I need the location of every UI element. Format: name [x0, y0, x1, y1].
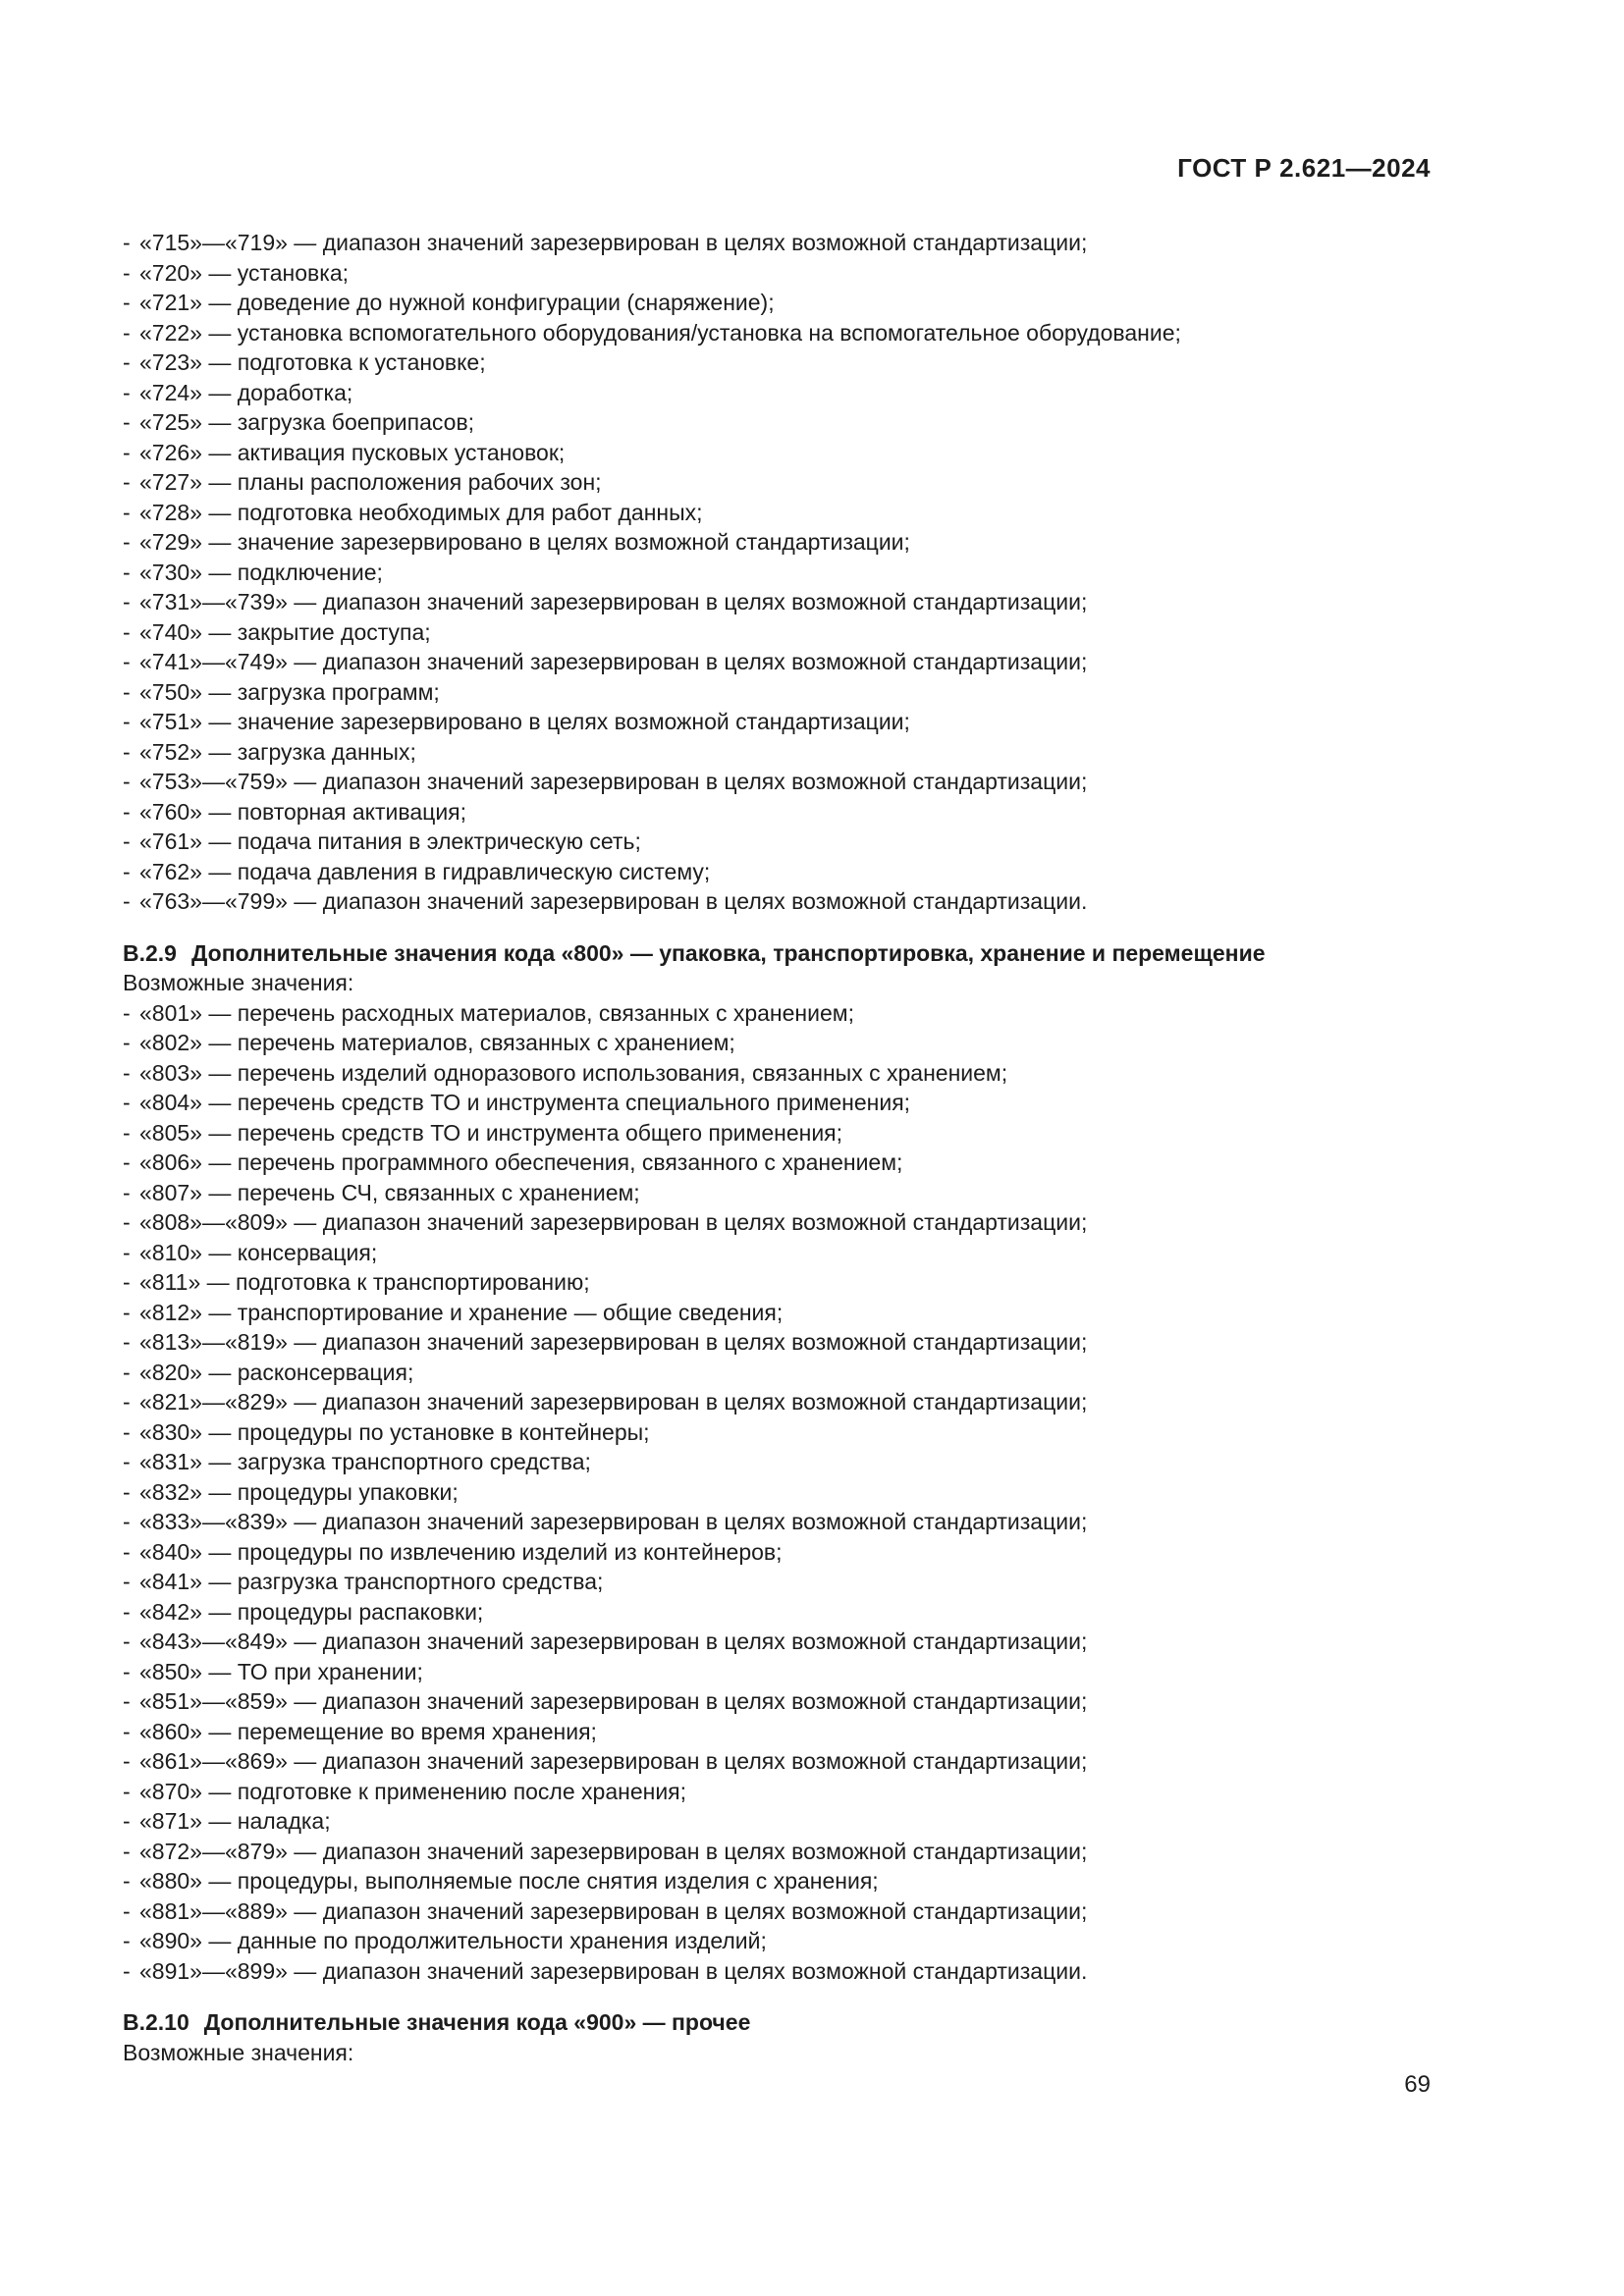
dash-marker: - [123, 439, 131, 465]
code-list-item [123, 1447, 1458, 1477]
dash-marker: - [123, 1329, 131, 1355]
code-item-text: «840» — процедуры по извлечению изделий из контейнеров; [139, 1538, 783, 1565]
code-item-text: «861»—«869» — диапазон значений зарезервирован в целях возможной стандартизации; [139, 1748, 1088, 1774]
page-number: 69 [1404, 2071, 1431, 2098]
code-list-item [123, 347, 1458, 378]
dash-marker: - [123, 1359, 131, 1385]
code-list-item [123, 1806, 1458, 1837]
code-list-item [123, 707, 1458, 737]
code-item-text: «891»—«899» — диапазон значений зарезервирован в целях возможной стандартизации. [139, 1957, 1088, 1984]
dash-marker: - [123, 1149, 131, 1175]
possible-values-intro-900: Возможные значения: [123, 2039, 354, 2065]
code-list-item [123, 1507, 1458, 1537]
code-list-item [123, 1327, 1458, 1358]
dash-marker: - [123, 618, 131, 645]
code-list-item [123, 467, 1458, 498]
dash-marker: - [123, 290, 131, 315]
code-item-text: «804» — перечень средств ТО и инструмента специального применения; [139, 1090, 911, 1115]
code-list-item [123, 527, 1458, 558]
dash-marker: - [123, 709, 131, 734]
code-list-item [123, 1387, 1458, 1417]
dash-marker: - [123, 1688, 131, 1714]
code-item-text: «821»—«829» — диапазон значений зарезервирован в целях возможной стандартизации; [139, 1389, 1088, 1415]
code-list-item [123, 677, 1458, 708]
code-list-item [123, 1178, 1458, 1208]
code-item-text: «715»—«719» — диапазон значений зарезервирован в целях возможной стандартизации; [139, 230, 1088, 255]
code-list-800 [123, 998, 1458, 1987]
code-list-item [123, 587, 1458, 617]
code-item-text: «751» — значение зарезервировано в целях возможной стандартизации; [139, 709, 910, 734]
code-item-text: «753»—«759» — диапазон значений зарезервирован в целях возможной стандартизации; [139, 769, 1088, 794]
dash-marker: - [123, 469, 131, 495]
dash-marker: - [123, 1808, 131, 1834]
code-item-text: «841» — разгрузка транспортного средства; [139, 1569, 604, 1594]
code-list-item [123, 1207, 1458, 1238]
code-list-item [123, 498, 1458, 528]
dash-marker: - [123, 499, 131, 525]
code-item-text: «872»—«879» — диапазон значений зарезервирован в целях возможной стандартизации; [139, 1838, 1088, 1864]
code-list-item [123, 998, 1458, 1029]
dash-marker: - [123, 1090, 131, 1115]
code-item-text: «880» — процедуры, выполняемые после снятия изделия с хранения; [139, 1868, 879, 1894]
code-item-text: «810» — консервация; [139, 1239, 378, 1265]
dash-marker: - [123, 1179, 131, 1205]
code-item-text: «721» — доведение до нужной конфигурации (снаряжение); [139, 290, 775, 315]
code-item-text: «805» — перечень средств ТО и инструмента общего применения; [139, 1119, 843, 1146]
section-heading-b2-9 [123, 938, 1458, 969]
dash-marker: - [123, 589, 131, 614]
section-heading-b2-10 [123, 2007, 1458, 2038]
code-item-text: «724» — доработка; [139, 379, 353, 405]
code-list-item [123, 438, 1458, 468]
code-item-text: «803» — перечень изделий одноразового использования, связанных с хранением; [139, 1059, 1008, 1086]
dash-marker: - [123, 1569, 131, 1594]
dash-marker: - [123, 1538, 131, 1565]
code-list-item [123, 1686, 1458, 1717]
dash-marker: - [123, 1269, 131, 1295]
code-list-item [123, 1058, 1458, 1089]
code-list-item [123, 1118, 1458, 1148]
dash-marker: - [123, 529, 131, 555]
code-item-text: «802» — перечень материалов, связанных с хранением; [139, 1030, 735, 1055]
code-item-text: «850» — ТО при хранении; [139, 1658, 423, 1684]
dash-marker: - [123, 1957, 131, 1984]
dash-marker: - [123, 379, 131, 405]
code-list-item [123, 1746, 1458, 1777]
code-item-text: «731»—«739» — диапазон значений зарезервирован в целях возможной стандартизации; [139, 589, 1088, 614]
code-list-item [123, 318, 1458, 348]
code-item-text: «813»—«819» — диапазон значений зарезервирован в целях возможной стандартизации; [139, 1329, 1088, 1355]
code-list-item [123, 857, 1458, 887]
code-list-item [123, 1148, 1458, 1178]
dash-marker: - [123, 1030, 131, 1055]
code-item-text: «740» — закрытие доступа; [139, 618, 431, 645]
code-list-item [123, 1956, 1458, 1987]
dash-marker: - [123, 1239, 131, 1265]
dash-marker: - [123, 1629, 131, 1654]
dash-marker: - [123, 1449, 131, 1474]
code-list-item [123, 1477, 1458, 1508]
dash-marker: - [123, 1838, 131, 1864]
dash-marker: - [123, 230, 131, 255]
code-item-text: «730» — подключение; [139, 559, 383, 585]
code-list-item [123, 1358, 1458, 1388]
code-item-text: «760» — повторная активация; [139, 798, 467, 825]
dash-marker: - [123, 559, 131, 585]
code-list-item [123, 558, 1458, 588]
code-item-text: «720» — установка; [139, 259, 350, 286]
page-content [123, 228, 1458, 2067]
code-item-text: «763»—«799» — диапазон значений зарезервирован в целях возможной стандартизации. [139, 888, 1088, 914]
dash-marker: - [123, 798, 131, 825]
code-item-text: «722» — установка вспомогательного оборудования/установка на вспомогательное оборудование; [139, 319, 1181, 346]
dash-marker: - [123, 1748, 131, 1774]
section-heading-text: Дополнительные значения кода «800» — упаковка, транспортировка, хранение и перемещение [190, 939, 1266, 966]
dash-marker: - [123, 738, 131, 765]
code-list-item [123, 288, 1458, 318]
code-list-item [123, 1717, 1458, 1747]
code-item-text: «833»—«839» — диапазон значений зарезервирован в целях возможной стандартизации; [139, 1509, 1088, 1534]
code-item-text: «842» — процедуры распаковки; [139, 1598, 484, 1625]
code-list-item [123, 827, 1458, 857]
dash-marker: - [123, 888, 131, 914]
dash-marker: - [123, 828, 131, 854]
code-list-item [123, 1777, 1458, 1807]
code-list-item [123, 1837, 1458, 1867]
dash-marker: - [123, 769, 131, 794]
code-item-text: «741»—«749» — диапазон значений зарезервирован в целях возможной стандартизации; [139, 649, 1088, 674]
dash-marker: - [123, 1778, 131, 1804]
dash-marker: - [123, 999, 131, 1026]
code-list-item [123, 886, 1458, 917]
code-list-item [123, 617, 1458, 648]
dash-marker: - [123, 1868, 131, 1894]
code-list-item [123, 378, 1458, 408]
possible-values-intro-800: Возможные значения: [123, 970, 354, 995]
code-list-item [123, 737, 1458, 768]
code-list-item [123, 647, 1458, 677]
section-heading-number: В.2.10 [123, 2009, 189, 2035]
code-item-text: «811» — подготовка к транспортированию; [139, 1269, 590, 1295]
code-list-item [123, 1597, 1458, 1628]
dash-marker: - [123, 649, 131, 674]
code-item-text: «830» — процедуры по установке в контейнеры; [139, 1418, 650, 1445]
code-list-item [123, 228, 1458, 258]
code-item-text: «832» — процедуры упаковки; [139, 1478, 459, 1505]
dash-marker: - [123, 1059, 131, 1086]
section-heading-text: Дополнительные значения кода «900» — прочее [203, 2009, 751, 2035]
code-list-item [123, 767, 1458, 797]
dash-marker: - [123, 1389, 131, 1415]
code-list-item [123, 1417, 1458, 1448]
code-list-item [123, 1298, 1458, 1328]
code-item-text: «807» — перечень СЧ, связанных с хранением; [139, 1179, 640, 1205]
code-item-text: «729» — значение зарезервировано в целях возможной стандартизации; [139, 529, 910, 555]
code-item-text: «750» — загрузка программ; [139, 678, 440, 705]
code-item-text: «851»—«859» — диапазон значений зарезервирован в целях возможной стандартизации; [139, 1688, 1088, 1714]
code-list-item [123, 1567, 1458, 1597]
code-item-text: «860» — перемещение во время хранения; [139, 1718, 597, 1744]
code-list-item [123, 1866, 1458, 1896]
code-list-item [123, 1926, 1458, 1956]
dash-marker: - [123, 319, 131, 346]
code-item-text: «752» — загрузка данных; [139, 738, 416, 765]
code-item-text: «820» — расконсервация; [139, 1359, 414, 1385]
document-header-title: ГОСТ Р 2.621—2024 [1177, 153, 1431, 183]
dash-marker: - [123, 259, 131, 286]
dash-marker: - [123, 1209, 131, 1235]
dash-marker: - [123, 1418, 131, 1445]
dash-marker: - [123, 409, 131, 435]
dash-marker: - [123, 1509, 131, 1534]
dash-marker: - [123, 1928, 131, 1953]
code-list-item [123, 407, 1458, 438]
code-list-item [123, 1627, 1458, 1657]
code-item-text: «725» — загрузка боеприпасов; [139, 409, 475, 435]
code-list-item [123, 1896, 1458, 1927]
dash-marker: - [123, 1598, 131, 1625]
code-item-text: «727» — планы расположения рабочих зон; [139, 469, 602, 495]
code-item-text: «843»—«849» — диапазон значений зарезервирован в целях возможной стандартизации; [139, 1629, 1088, 1654]
dash-marker: - [123, 1658, 131, 1684]
dash-marker: - [123, 1119, 131, 1146]
dash-marker: - [123, 349, 131, 375]
dash-marker: - [123, 1478, 131, 1505]
code-item-text: «726» — активация пусковых установок; [139, 439, 566, 465]
code-item-text: «812» — транспортирование и хранение — общие сведения; [139, 1299, 784, 1325]
code-item-text: «728» — подготовка необходимых для работ данных; [139, 499, 703, 525]
dash-marker: - [123, 858, 131, 884]
code-item-text: «881»—«889» — диапазон значений зарезервирован в целях возможной стандартизации; [139, 1897, 1088, 1924]
code-list-item [123, 1238, 1458, 1268]
section-heading-number: В.2.9 [123, 939, 177, 966]
code-item-text: «806» — перечень программного обеспечения, связанного с хранением; [139, 1149, 903, 1175]
code-item-text: «723» — подготовка к установке; [139, 349, 486, 375]
code-list-700 [123, 228, 1458, 917]
code-item-text: «831» — загрузка транспортного средства; [139, 1449, 591, 1474]
code-item-text: «870» — подготовке к применению после хранения; [139, 1778, 687, 1804]
dash-marker: - [123, 1718, 131, 1744]
code-item-text: «890» — данные по продолжительности хранения изделий; [139, 1928, 767, 1953]
code-list-item [123, 797, 1458, 828]
code-list-item [123, 1088, 1458, 1118]
code-item-text: «871» — наладка; [139, 1808, 331, 1834]
dash-marker: - [123, 1299, 131, 1325]
dash-marker: - [123, 678, 131, 705]
code-list-item [123, 1657, 1458, 1687]
code-item-text: «801» — перечень расходных материалов, связанных с хранением; [139, 999, 854, 1026]
code-list-item [123, 1028, 1458, 1058]
code-item-text: «762» — подача давления в гидравлическую систему; [139, 858, 711, 884]
code-item-text: «808»—«809» — диапазон значений зарезервирован в целях возможной стандартизации; [139, 1209, 1088, 1235]
code-list-item [123, 1267, 1458, 1298]
code-list-item [123, 1537, 1458, 1568]
code-list-item [123, 258, 1458, 289]
code-item-text: «761» — подача питания в электрическую сеть; [139, 828, 641, 854]
dash-marker: - [123, 1897, 131, 1924]
